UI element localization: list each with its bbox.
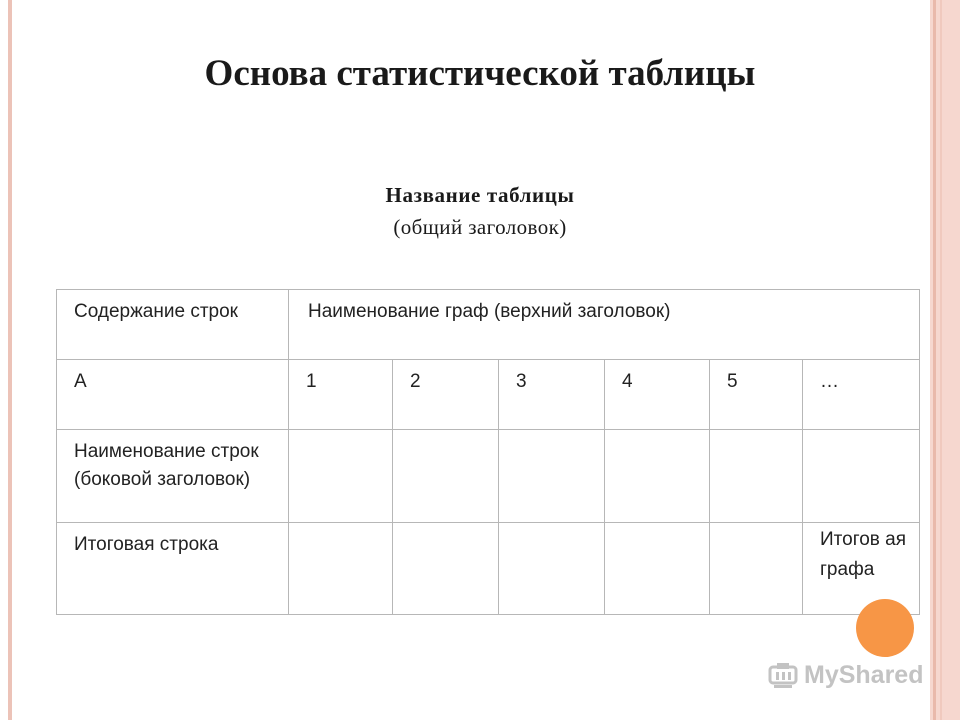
table-header-row	[57, 290, 920, 360]
numbering-cell: …	[803, 360, 920, 430]
slide-frame-right-line	[933, 0, 936, 720]
watermark	[768, 655, 923, 695]
row-names-cell: Наименование строк (боковой заголовок)	[57, 430, 289, 523]
table-name-heading: Название таблицы	[385, 183, 575, 207]
data-cell	[393, 523, 499, 615]
data-cell	[289, 523, 393, 615]
numbering-cell: 5	[710, 360, 803, 430]
data-cell	[710, 430, 803, 523]
numbering-cell: 4	[605, 360, 710, 430]
page-title: Основа статистической таблицы	[204, 53, 756, 94]
numbering-cell: 1	[289, 360, 393, 430]
data-cell	[499, 430, 605, 523]
data-cell	[499, 523, 605, 615]
accent-circle	[856, 599, 914, 657]
numbering-row	[57, 360, 920, 430]
data-cell	[289, 430, 393, 523]
data-cell	[393, 430, 499, 523]
numbering-cell: 2	[393, 360, 499, 430]
total-row-cell: Итоговая строка	[57, 523, 289, 615]
data-cell	[803, 430, 920, 523]
columns-header-cell: Наименование граф (верхний заголовок)	[289, 290, 920, 360]
data-cell	[710, 523, 803, 615]
table-name-note: (общий заголовок)	[393, 215, 567, 239]
total-row	[57, 523, 920, 615]
statistical-table	[56, 289, 920, 615]
watermark-text: MyShared	[804, 660, 924, 689]
total-column-cell: Итогов ая графа	[803, 523, 920, 615]
numbering-cell: 3	[499, 360, 605, 430]
data-cell	[605, 523, 710, 615]
numbering-cell: А	[57, 360, 289, 430]
slide-frame-right-line-inner	[940, 0, 942, 720]
row-header-cell: Содержание строк	[57, 290, 289, 360]
slide-frame-left	[8, 0, 12, 720]
data-cell	[605, 430, 710, 523]
row-names-row	[57, 430, 920, 523]
mortarboard-icon	[768, 661, 798, 689]
